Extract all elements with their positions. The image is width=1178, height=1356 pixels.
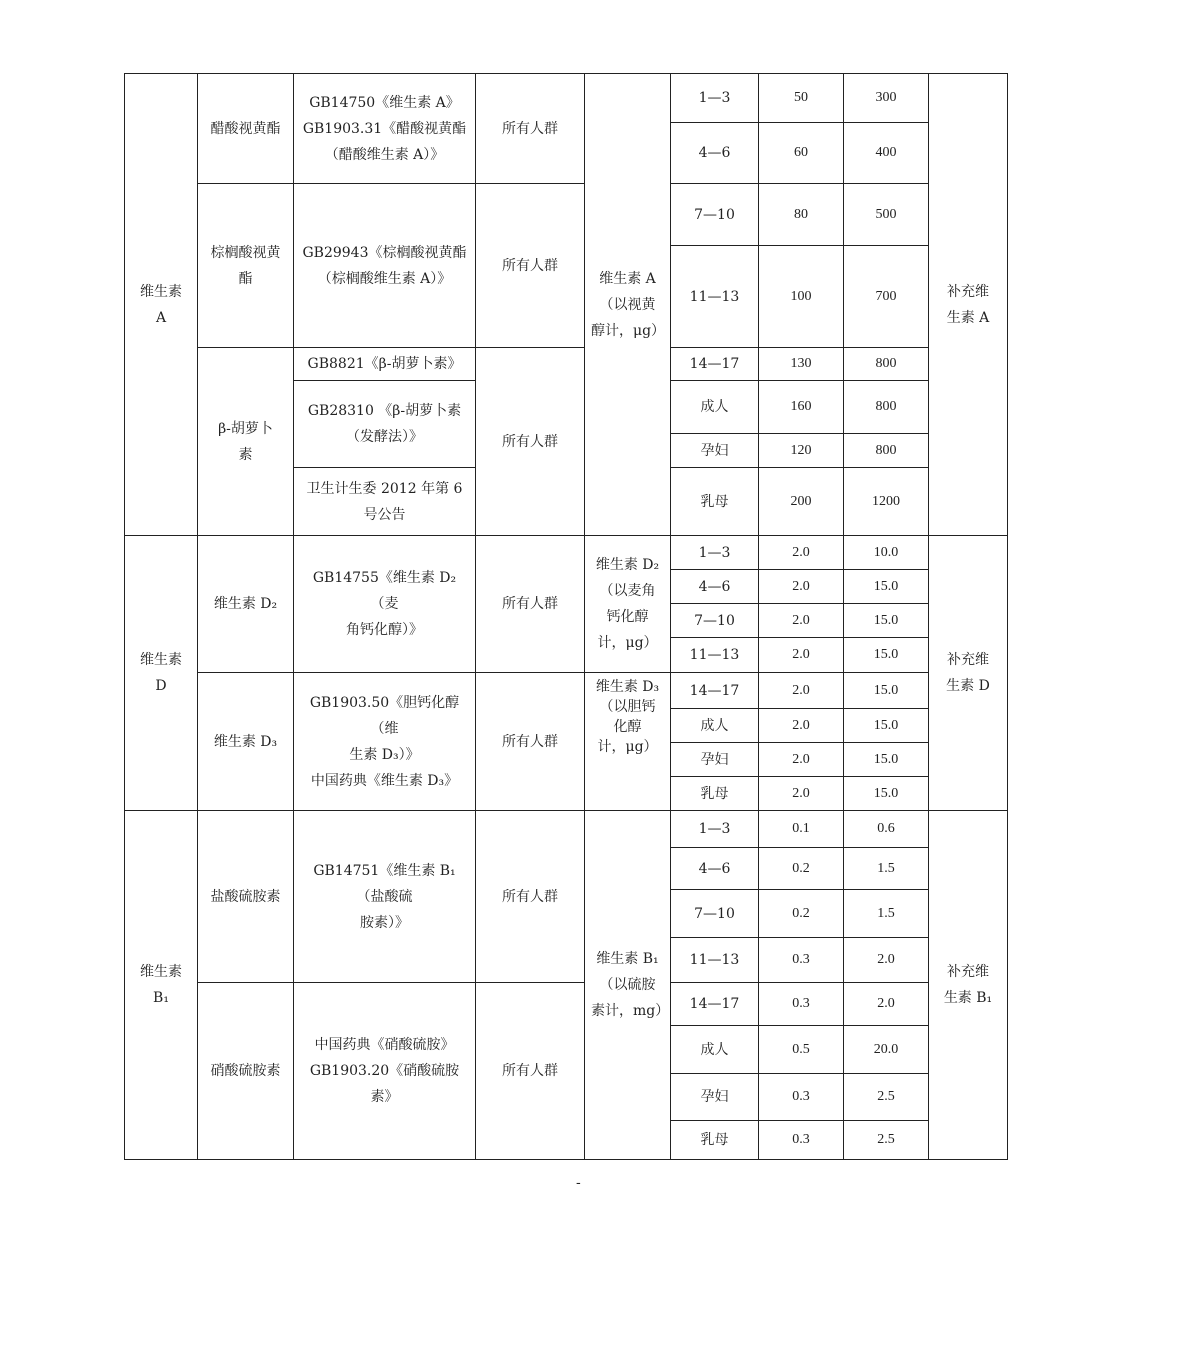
max-value: 2.5 [844,1074,929,1121]
max-value: 700 [844,246,929,348]
standard-cell: 中国药典《硝酸硫胺》 GB1903.20《硝酸硫胺素》 [294,983,476,1160]
standard-cell: 卫生计生委 2012 年第 6 号公告 [294,468,476,536]
standard-cell: GB14750《维生素 A》 GB1903.31《醋酸视黄酯 （醋酸维生素 A）》 [294,74,476,184]
age-cell: 7—10 [671,184,759,246]
age-cell: 11—13 [671,638,759,673]
max-value: 400 [844,123,929,184]
min-value: 100 [759,246,844,348]
max-value: 20.0 [844,1026,929,1074]
standard-cell: GB14755《维生素 D₂（麦 角钙化醇）》 [294,536,476,673]
compound-name: 棕榈酸视黄 酯 [198,184,294,348]
nutrient-table [124,73,1008,1160]
min-value: 2.0 [759,709,844,743]
age-cell: 乳母 [671,777,759,811]
max-value: 10.0 [844,536,929,570]
age-cell: 1—3 [671,811,759,848]
age-cell: 孕妇 [671,1074,759,1121]
min-value: 160 [759,381,844,434]
max-value: 500 [844,184,929,246]
min-value: 0.5 [759,1026,844,1074]
unit-label: 维生素 D₂ （以麦角 钙化醇 计，μg） [585,536,671,673]
standard-cell: GB1903.50《胆钙化醇（维 生素 D₃）》 中国药典《维生素 D₃》 [294,673,476,811]
max-value: 15.0 [844,638,929,673]
min-value: 2.0 [759,604,844,638]
max-value: 800 [844,348,929,381]
min-value: 130 [759,348,844,381]
compound-name: 维生素 D₂ [198,536,294,673]
max-value: 15.0 [844,743,929,777]
max-value: 1200 [844,468,929,536]
min-value: 0.3 [759,983,844,1026]
min-value: 0.2 [759,890,844,938]
min-value: 120 [759,434,844,468]
age-cell: 4—6 [671,123,759,184]
min-value: 0.2 [759,848,844,890]
compound-name: β-胡萝卜 素 [198,348,294,536]
population-cell: 所有人群 [476,536,585,673]
compound-name: 醋酸视黄酯 [198,74,294,184]
population-cell: 所有人群 [476,983,585,1160]
max-value: 2.0 [844,983,929,1026]
population-cell: 所有人群 [476,74,585,184]
age-cell: 1—3 [671,74,759,123]
max-value: 2.0 [844,938,929,983]
age-cell: 14—17 [671,673,759,709]
max-value: 800 [844,381,929,434]
age-cell: 乳母 [671,468,759,536]
min-value: 0.3 [759,1121,844,1160]
standard-cell: GB8821《β-胡萝卜素》 [294,348,476,381]
age-cell: 7—10 [671,604,759,638]
min-value: 60 [759,123,844,184]
age-cell: 孕妇 [671,434,759,468]
min-value: 2.0 [759,536,844,570]
population-cell: 所有人群 [476,811,585,983]
compound-name: 硝酸硫胺素 [198,983,294,1160]
age-cell: 孕妇 [671,743,759,777]
min-value: 0.3 [759,938,844,983]
age-cell: 14—17 [671,983,759,1026]
age-cell: 11—13 [671,246,759,348]
max-value: 0.6 [844,811,929,848]
min-value: 2.0 [759,777,844,811]
age-cell: 成人 [671,709,759,743]
compound-name: 维生素 D₃ [198,673,294,811]
age-cell: 乳母 [671,1121,759,1160]
min-value: 0.1 [759,811,844,848]
purpose-cell: 补充维 生素 D [929,536,1008,811]
max-value: 2.5 [844,1121,929,1160]
min-value: 50 [759,74,844,123]
unit-label: 维生素 B₁ （以硫胺 素计，mg） [585,811,671,1160]
age-cell: 成人 [671,1026,759,1074]
page-mark: - [576,1175,581,1191]
nutrient-name: 维生素 D [125,536,198,811]
population-cell: 所有人群 [476,673,585,811]
age-cell: 4—6 [671,570,759,604]
standard-cell: GB14751《维生素 B₁（盐酸硫 胺素）》 [294,811,476,983]
max-value: 15.0 [844,570,929,604]
standard-cell: GB28310 《β-胡萝卜素 （发酵法）》 [294,381,476,468]
compound-name: 盐酸硫胺素 [198,811,294,983]
max-value: 800 [844,434,929,468]
age-cell: 成人 [671,381,759,434]
max-value: 15.0 [844,673,929,709]
age-cell: 14—17 [671,348,759,381]
max-value: 15.0 [844,777,929,811]
min-value: 2.0 [759,743,844,777]
min-value: 0.3 [759,1074,844,1121]
unit-label: 维生素 A （以视黄 醇计，μg） [585,74,671,536]
max-value: 1.5 [844,848,929,890]
min-value: 2.0 [759,638,844,673]
population-cell: 所有人群 [476,348,585,536]
age-cell: 11—13 [671,938,759,983]
max-value: 15.0 [844,604,929,638]
standard-cell: GB29943《棕榈酸视黄酯 （棕榈酸维生素 A）》 [294,184,476,348]
age-cell: 4—6 [671,848,759,890]
min-value: 2.0 [759,673,844,709]
max-value: 15.0 [844,709,929,743]
nutrient-name: 维生素 A [125,74,198,536]
age-cell: 7—10 [671,890,759,938]
unit-label: 维生素 D₃ （以胆钙 化醇 计，μg） [585,673,671,811]
nutrient-name: 维生素 B₁ [125,811,198,1160]
age-cell: 1—3 [671,536,759,570]
min-value: 2.0 [759,570,844,604]
population-cell: 所有人群 [476,184,585,348]
min-value: 200 [759,468,844,536]
max-value: 300 [844,74,929,123]
max-value: 1.5 [844,890,929,938]
purpose-cell: 补充维 生素 B₁ [929,811,1008,1160]
min-value: 80 [759,184,844,246]
purpose-cell: 补充维 生素 A [929,74,1008,536]
